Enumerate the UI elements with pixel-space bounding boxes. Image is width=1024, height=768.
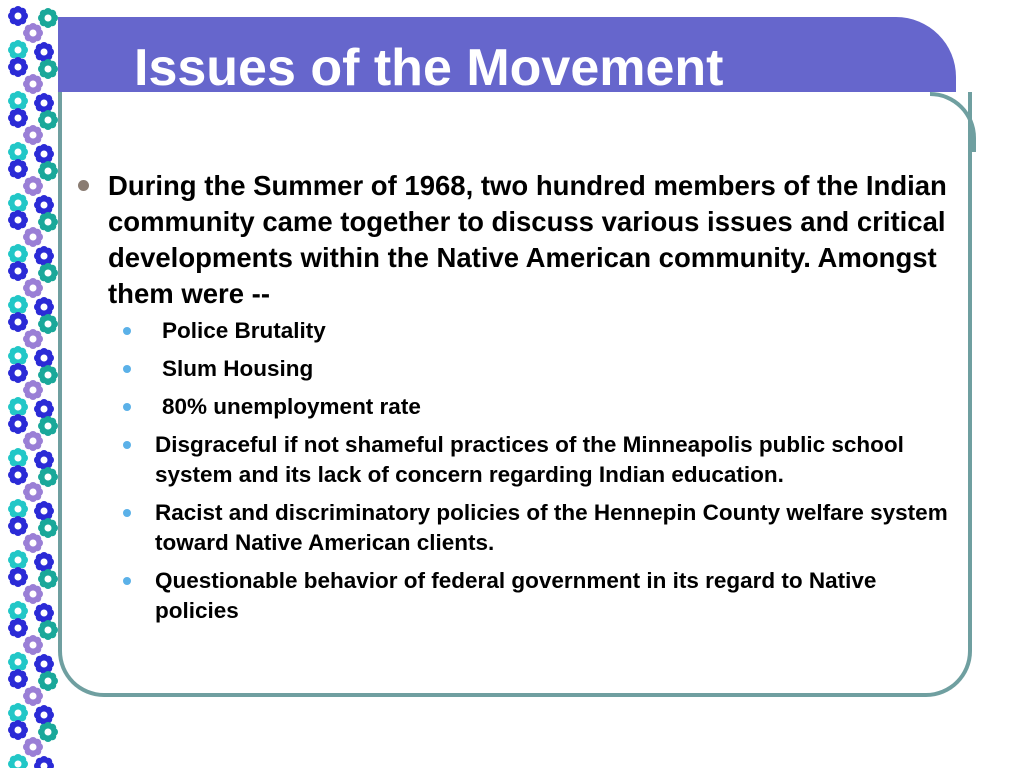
flower-icon [8, 57, 28, 77]
flower-icon [23, 686, 43, 706]
flower-icon [34, 654, 54, 674]
flower-icon [38, 314, 58, 334]
flower-icon [34, 603, 54, 623]
slide-title: Issues of the Movement [134, 39, 724, 97]
list-item [74, 316, 954, 346]
flower-icon [38, 518, 58, 538]
flower-icon [8, 414, 28, 434]
list-item [74, 392, 954, 422]
flower-icon [38, 59, 58, 79]
list-item-text: Slum Housing [162, 356, 314, 381]
list-item-text: Racist and discriminatory policies of the Hennepin County welfare system toward Native American clients. [155, 500, 948, 555]
flower-icon [8, 363, 28, 383]
flower-icon [8, 618, 28, 638]
flower-icon [34, 348, 54, 368]
flower-icon [8, 6, 28, 26]
flower-icon [23, 431, 43, 451]
flower-icon [38, 671, 58, 691]
flower-icon [34, 705, 54, 725]
sub-bullet-dot-icon [123, 509, 131, 517]
flower-icon [23, 176, 43, 196]
flower-icon [8, 465, 28, 485]
flower-icon [8, 720, 28, 740]
flower-icon [8, 516, 28, 536]
flower-icon [38, 416, 58, 436]
flower-icon [23, 125, 43, 145]
main-bullet-point [74, 168, 954, 312]
flower-icon [38, 467, 58, 487]
flower-icon [34, 195, 54, 215]
flower-icon [38, 110, 58, 130]
list-item [74, 498, 954, 558]
flower-icon [23, 329, 43, 349]
flower-border-decoration [0, 0, 66, 768]
sub-bullet-dot-icon [123, 365, 131, 373]
flower-icon [8, 754, 28, 768]
list-item-text: Questionable behavior of federal government in its regard to Native policies [155, 568, 877, 623]
sub-bullet-dot-icon [123, 577, 131, 585]
flower-icon [8, 261, 28, 281]
flower-icon [8, 312, 28, 332]
list-item [74, 354, 954, 384]
slide-body [74, 168, 954, 634]
flower-icon [38, 365, 58, 385]
flower-icon [23, 23, 43, 43]
title-underline [74, 133, 906, 138]
flower-icon [23, 227, 43, 247]
flower-icon [38, 263, 58, 283]
flower-icon [23, 635, 43, 655]
flower-icon [8, 567, 28, 587]
flower-icon [34, 501, 54, 521]
list-item [74, 430, 954, 490]
bullet-dot-icon [78, 180, 89, 191]
flower-icon [38, 722, 58, 742]
flower-icon [38, 161, 58, 181]
flower-icon [34, 552, 54, 572]
flower-icon [23, 533, 43, 553]
flower-icon [38, 212, 58, 232]
flower-icon [23, 482, 43, 502]
flower-icon [8, 669, 28, 689]
flower-icon [23, 737, 43, 757]
list-item [74, 566, 954, 626]
flower-icon [34, 246, 54, 266]
flower-icon [8, 108, 28, 128]
flower-icon [8, 210, 28, 230]
flower-icon [38, 569, 58, 589]
flower-icon [34, 42, 54, 62]
flower-icon [34, 297, 54, 317]
flower-icon [34, 144, 54, 164]
list-item-text: Police Brutality [162, 318, 326, 343]
flower-icon [23, 278, 43, 298]
flower-icon [23, 74, 43, 94]
flower-icon [34, 756, 54, 768]
flower-icon [23, 380, 43, 400]
flower-icon [8, 159, 28, 179]
list-item-text: Disgraceful if not shameful practices of the Minneapolis public school system and its lack of concern regarding Indian education. [155, 432, 904, 487]
flower-icon [34, 450, 54, 470]
main-bullet-text: During the Summer of 1968, two hundred members of the Indian community came together to discuss various issues and critical developments within the Native American community. Amongst them were -- [108, 170, 947, 309]
sub-bullet-dot-icon [123, 441, 131, 449]
issues-list [74, 316, 954, 626]
flower-icon [38, 8, 58, 28]
flower-icon [38, 620, 58, 640]
sub-bullet-dot-icon [123, 403, 131, 411]
list-item-text: 80% unemployment rate [162, 394, 421, 419]
flower-icon [34, 399, 54, 419]
flower-icon [23, 584, 43, 604]
sub-bullet-dot-icon [123, 327, 131, 335]
flower-icon [34, 93, 54, 113]
